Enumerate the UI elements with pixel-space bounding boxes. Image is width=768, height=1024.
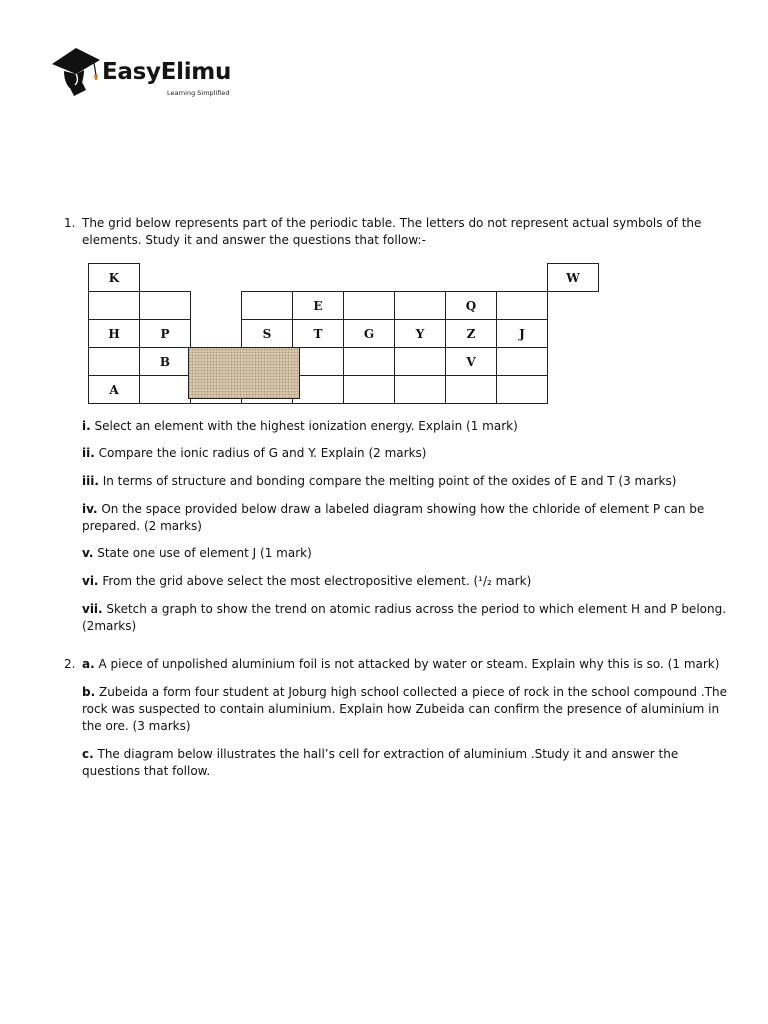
q1-part-iii [82,473,728,490]
grid-cell [140,292,191,320]
part-label: iv. [82,502,98,516]
grid-cell: K [89,264,140,292]
part-label: a. [82,657,95,671]
grid-gap [293,264,344,292]
part-text: From the grid above select the most electropositive element. (¹/₂ mark) [98,574,532,588]
grid-cell: T [293,320,344,348]
grid-gap [395,264,446,292]
grid-cell [395,292,446,320]
periodic-grid [88,263,599,404]
part-text: Sketch a graph to show the trend on atomic radius across the period to which element H and P belong. (2marks) [82,602,727,633]
logo-tagline: Learning Simplified [167,89,230,97]
grid-cell [497,376,548,404]
grid-cell [89,348,140,376]
grid-gap [242,264,293,292]
grid-cell: Q [446,292,497,320]
grid-cell: Z [446,320,497,348]
grid-gap [446,264,497,292]
grid-gap [140,264,191,292]
q2-part-b [82,684,728,735]
part-text: In terms of structure and bonding compare the melting point of the oxides of E and T (3 marks) [98,474,677,488]
question-2 [64,656,728,673]
grid-cell: B [140,348,191,376]
grid-cell [395,376,446,404]
part-label: vi. [82,574,99,588]
grid-cell [497,348,548,376]
grid-row [89,320,599,348]
grid-cell: Y [395,320,446,348]
part-label: vii. [82,602,103,616]
grid-cell: S [242,320,293,348]
part-label: ii. [82,446,95,460]
question-number: 1. [64,216,76,230]
grid-cell: W [548,264,599,292]
q1-part-vii [82,601,728,635]
grid-row [89,348,599,376]
grid-cell [446,376,497,404]
part-text: State one use of element J (1 mark) [93,546,312,560]
part-label: v. [82,546,94,560]
grid-cell: E [293,292,344,320]
grid-row [89,264,599,292]
part-text: On the space provided below draw a labeled diagram showing how the chloride of element P can be prepared. (2 marks) [82,502,705,533]
grid-cell [497,292,548,320]
question-1 [64,215,728,249]
part-text: Zubeida a form four student at Joburg high school collected a piece of rock in the school compound .The rock was suspected to contain aluminium. Explain how Zubeida can confirm the presence of aluminium in the ore. (3 marks) [82,685,727,733]
question-number: 2. [64,657,76,671]
part-text: A piece of unpolished aluminium foil is not attacked by water or steam. Explain why this is so. (1 mark) [94,657,720,671]
q1-part-vi [82,573,728,590]
part-label: iii. [82,474,99,488]
grid-gap [191,264,242,292]
part-text: Select an element with the highest ionization energy. Explain (1 mark) [90,419,518,433]
grid-cell [344,348,395,376]
transition-metal-block [188,347,300,399]
grid-cell [293,348,344,376]
part-text: The diagram below illustrates the hall’s cell for extraction of aluminium .Study it and answer the questions that follow. [82,747,679,778]
part-text: Compare the ionic radius of G and Y. Explain (2 marks) [94,446,427,460]
grid-cell: P [140,320,191,348]
part-label: c. [82,747,94,761]
grid-gap [497,264,548,292]
grid-cell: G [344,320,395,348]
grid-cell [344,376,395,404]
q1-part-v [82,545,728,562]
grid-row [89,292,599,320]
part-label: b. [82,685,96,699]
grid-cell [140,376,191,404]
grid-cell [395,348,446,376]
grid-cell [293,376,344,404]
easyelimu-logo [50,44,250,100]
logo-name: EasyElimu [102,59,232,85]
question-text: The grid below represents part of the periodic table. The letters do not represent actual symbols of the elements. Study it and answer the questions that follow:- [82,216,702,247]
grid-row [89,376,599,404]
q1-part-iv [82,501,728,535]
q2-part-a [82,656,728,673]
part-label: i. [82,419,91,433]
q2-part-c [82,746,728,780]
grid-gap [344,264,395,292]
grid-cell: J [497,320,548,348]
grid-cell: H [89,320,140,348]
grid-cell [344,292,395,320]
grid-cell: V [446,348,497,376]
grid-cell [242,292,293,320]
q1-part-i [82,418,728,435]
grid-cell [89,292,140,320]
grid-cell: A [89,376,140,404]
graduate-head-icon [50,44,110,100]
q1-part-ii [82,445,728,462]
